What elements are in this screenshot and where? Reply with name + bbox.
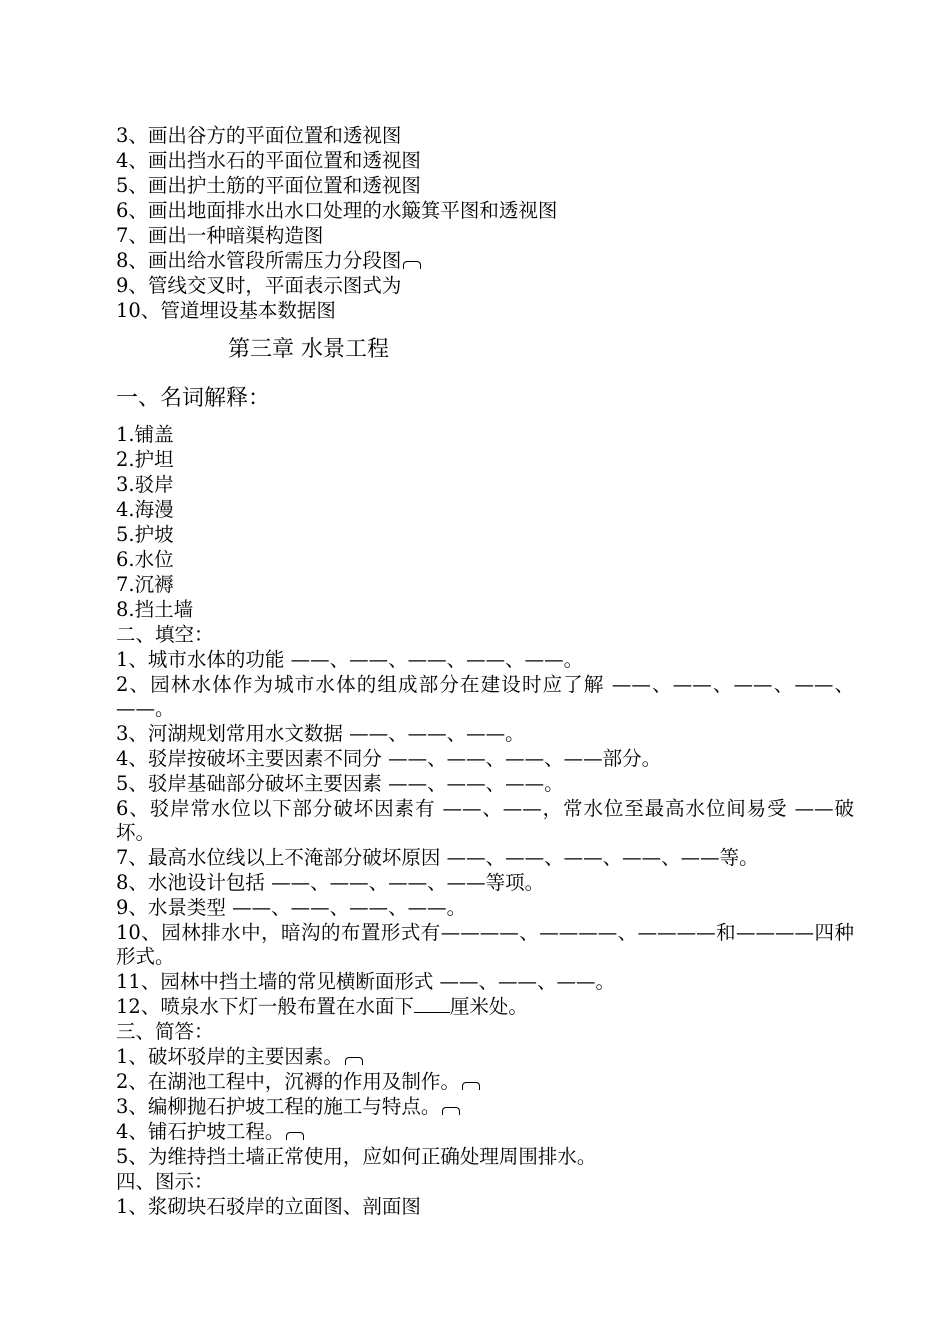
term-item: 7.沉褥 [116, 573, 174, 596]
arc-mark-icon [442, 1107, 460, 1115]
fill-question: 6、驳岸常水位以下部分破坏因素有 ——、——，常水位至最高水位间易受 ——破坏。 [116, 797, 854, 844]
section-heading: 三、简答： [116, 1020, 214, 1043]
term-item: 1.铺盖 [116, 423, 174, 446]
fill-question: 4、驳岸按破坏主要因素不同分 ——、——、——、——部分。 [116, 747, 662, 770]
fill-question: 7、最高水位线以上不淹部分破坏原因 ——、——、——、——、——等。 [116, 846, 759, 869]
item-text: 1、破坏驳岸的主要因素。 [116, 1045, 343, 1068]
item-text: 2、在湖池工程中，沉褥的作用及制作。 [116, 1070, 460, 1093]
section-heading: 二、填空： [116, 623, 214, 646]
short-answer-item [116, 1045, 363, 1069]
arc-mark-icon [403, 261, 421, 269]
list-item: 4、画出挡水石的平面位置和透视图 [116, 149, 421, 172]
term-item: 2.护坦 [116, 448, 174, 471]
section-heading: 一、名词解释： [116, 386, 271, 411]
short-answer-item: 5、为维持挡土墙正常使用，应如何正确处理周围排水。 [116, 1145, 597, 1168]
fill-question: 8、水池设计包括 ——、——、——、——等项。 [116, 871, 545, 894]
list-item: 9、管线交叉时，平面表示图式为 [116, 274, 402, 297]
list-item: 5、画出护土筋的平面位置和透视图 [116, 174, 421, 197]
section-heading: 四、图示： [116, 1170, 214, 1193]
fill-question: 9、水景类型 ——、——、——、——。 [116, 896, 467, 919]
fill-question: 2、园林水体作为城市水体的组成部分在建设时应了解 ——、——、——、——、——。 [116, 673, 854, 720]
term-item: 4.海漫 [116, 498, 174, 521]
question-text: 12、喷泉水下灯一般布置在水面下 [116, 995, 414, 1018]
term-item: 6.水位 [116, 548, 174, 571]
term-item: 8.挡土墙 [116, 598, 194, 621]
list-item: 3、画出谷方的平面位置和透视图 [116, 124, 402, 147]
arc-mark-icon [345, 1057, 363, 1065]
fill-question: 1、城市水体的功能 ——、——、——、——、——。 [116, 648, 584, 671]
short-answer-item [116, 1095, 460, 1119]
arc-mark-icon [286, 1132, 304, 1140]
fill-question: 3、河湖规划常用水文数据 ——、——、——。 [116, 722, 525, 745]
list-item: 10、管道埋设基本数据图 [116, 299, 336, 322]
short-answer-item [116, 1070, 480, 1094]
item-text: 4、铺石护坡工程。 [116, 1120, 285, 1143]
list-item [116, 249, 421, 273]
item-text: 3、编柳抛石护坡工程的施工与特点。 [116, 1095, 441, 1118]
answer-blank [414, 1012, 450, 1013]
fill-question: 10、园林排水中，暗沟的布置形式有————、————、————和————四种形式。 [116, 921, 854, 968]
list-item: 6、画出地面排水出水口处理的水簸箕平图和透视图 [116, 199, 558, 222]
fill-question: 5、驳岸基础部分破坏主要因素 ——、——、——。 [116, 772, 564, 795]
chapter-title: 第三章 水景工程 [228, 337, 389, 362]
term-item: 5.护坡 [116, 523, 174, 546]
fill-question: 11、园林中挡土墙的常见横断面形式 ——、——、——。 [116, 970, 616, 993]
arc-mark-icon [462, 1082, 480, 1090]
list-item: 7、画出一种暗渠构造图 [116, 224, 324, 247]
short-answer-item [116, 1120, 304, 1144]
fill-question [116, 995, 528, 1019]
term-item: 3.驳岸 [116, 473, 174, 496]
list-item-text: 8、画出给水管段所需压力分段图 [116, 249, 402, 272]
question-text: 厘米处。 [449, 995, 528, 1018]
diagram-item: 1、浆砌块石驳岸的立面图、剖面图 [116, 1195, 421, 1218]
